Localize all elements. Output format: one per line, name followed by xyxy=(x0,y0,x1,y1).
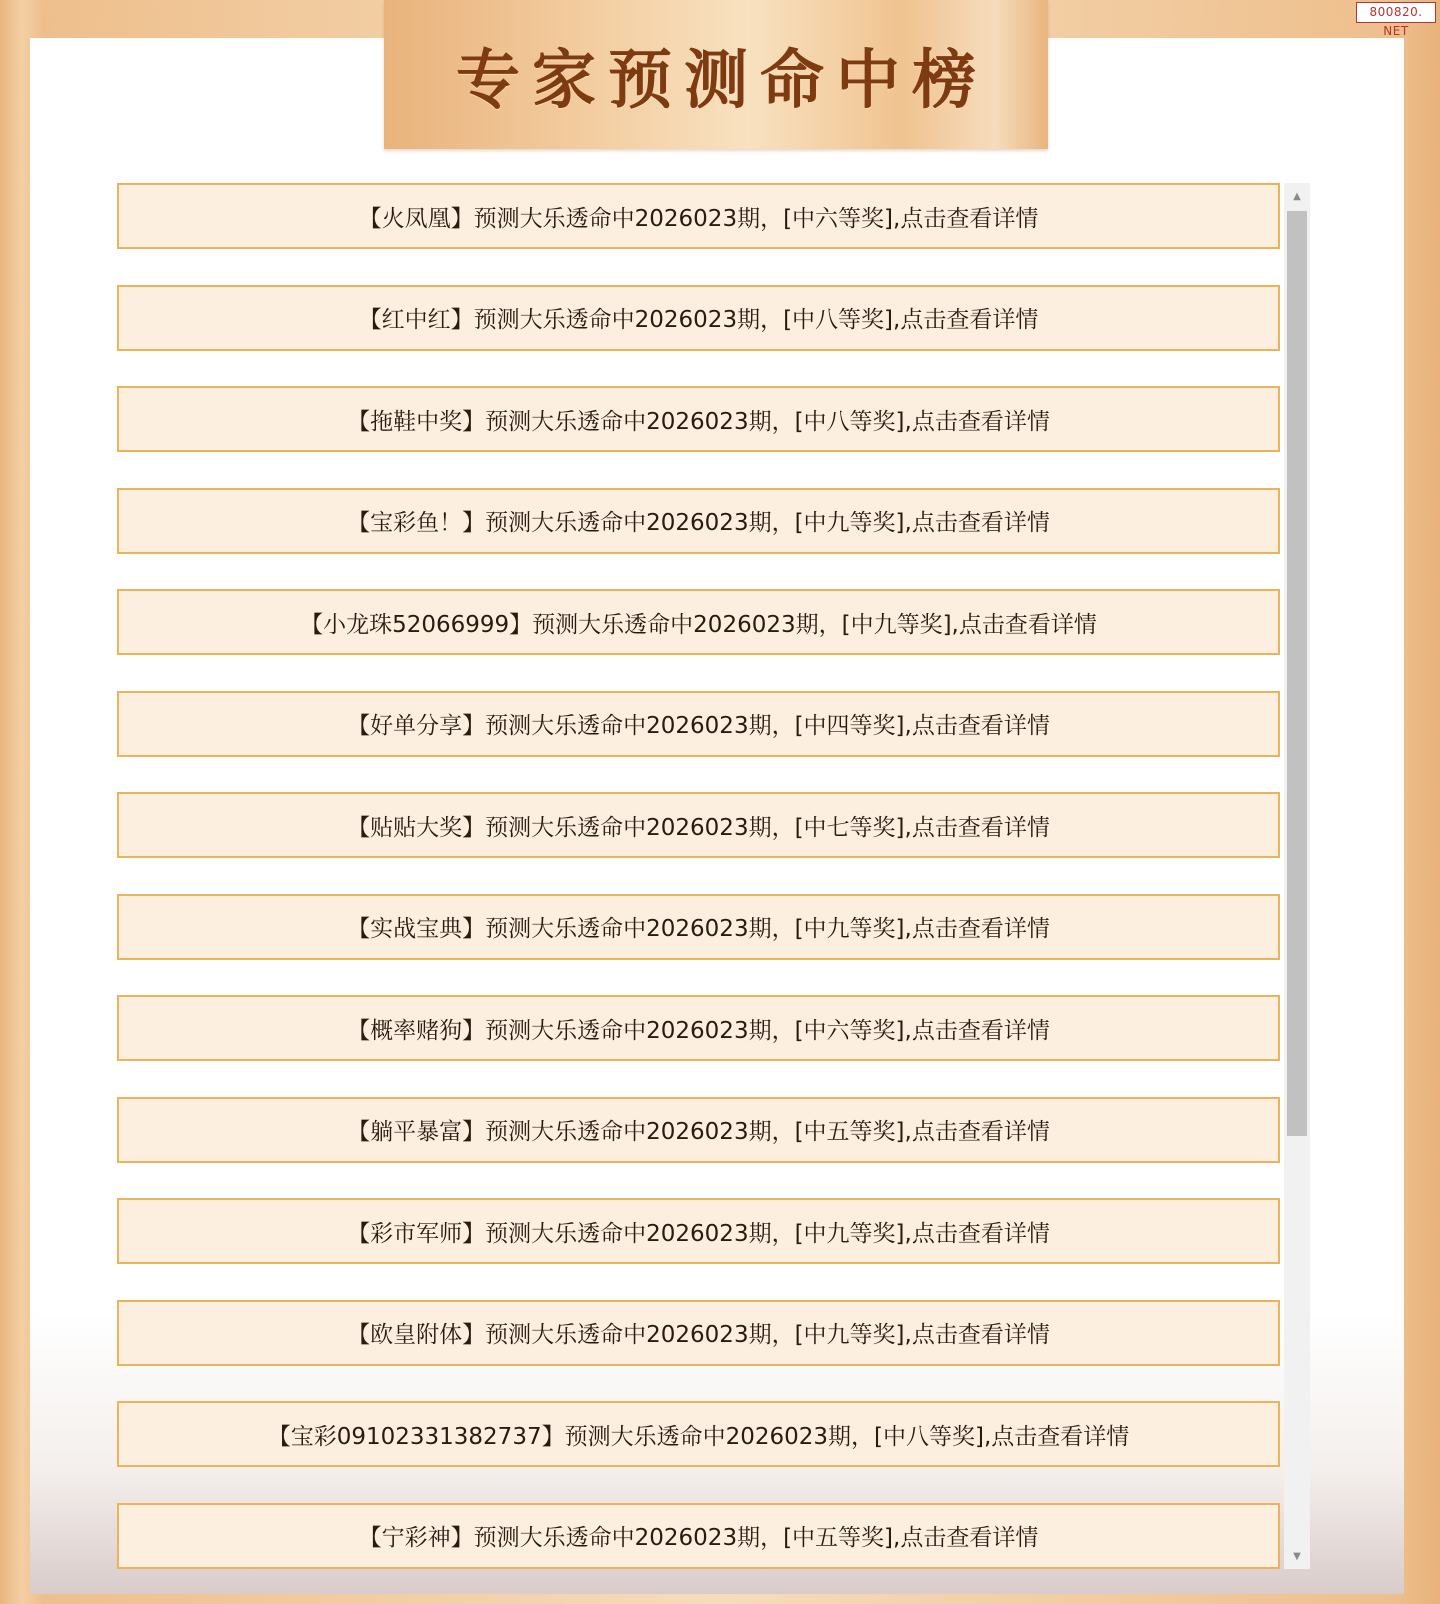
list-item[interactable]: 【彩市军师】预测大乐透命中2026023期，[中九等奖],点击查看详情 xyxy=(117,1198,1280,1264)
list-item[interactable]: 【贴贴大奖】预测大乐透命中2026023期，[中七等奖],点击查看详情 xyxy=(117,792,1280,858)
list-item[interactable]: 【宝彩鱼！】预测大乐透命中2026023期，[中九等奖],点击查看详情 xyxy=(117,488,1280,554)
list-scrollbar[interactable] xyxy=(1284,183,1310,1569)
triangle-down-icon[interactable]: ▼ xyxy=(1293,1550,1301,1562)
list-item[interactable]: 【好单分享】预测大乐透命中2026023期，[中四等奖],点击查看详情 xyxy=(117,691,1280,757)
page-title: 专家预测命中榜 xyxy=(456,43,988,118)
list-item[interactable]: 【宁彩神】预测大乐透命中2026023期，[中五等奖],点击查看详情 xyxy=(117,1503,1280,1569)
list-item[interactable]: 【欧皇附体】预测大乐透命中2026023期，[中九等奖],点击查看详情 xyxy=(117,1300,1280,1366)
triangle-up-icon[interactable]: ▲ xyxy=(1293,190,1301,202)
list-item[interactable]: 【躺平暴富】预测大乐透命中2026023期，[中五等奖],点击查看详情 xyxy=(117,1097,1280,1163)
list-item[interactable]: 【宝彩09102331382737】预测大乐透命中2026023期，[中八等奖],点击查看详情 xyxy=(117,1401,1280,1467)
list-item[interactable]: 【实战宝典】预测大乐透命中2026023期，[中九等奖],点击查看详情 xyxy=(117,894,1280,960)
site-watermark: 800820. NET xyxy=(1356,2,1436,23)
prediction-hit-list xyxy=(117,183,1280,1604)
list-item[interactable]: 【红中红】预测大乐透命中2026023期，[中八等奖],点击查看详情 xyxy=(117,285,1280,351)
list-item[interactable]: 【概率赌狗】预测大乐透命中2026023期，[中六等奖],点击查看详情 xyxy=(117,995,1280,1061)
title-banner xyxy=(384,0,1048,149)
list-item[interactable]: 【火凤凰】预测大乐透命中2026023期，[中六等奖],点击查看详情 xyxy=(117,183,1280,249)
list-item[interactable]: 【拖鞋中奖】预测大乐透命中2026023期，[中八等奖],点击查看详情 xyxy=(117,386,1280,452)
scrollbar-thumb[interactable] xyxy=(1287,211,1307,1136)
list-item[interactable]: 【小龙珠52066999】预测大乐透命中2026023期，[中九等奖],点击查看详情 xyxy=(117,589,1280,655)
